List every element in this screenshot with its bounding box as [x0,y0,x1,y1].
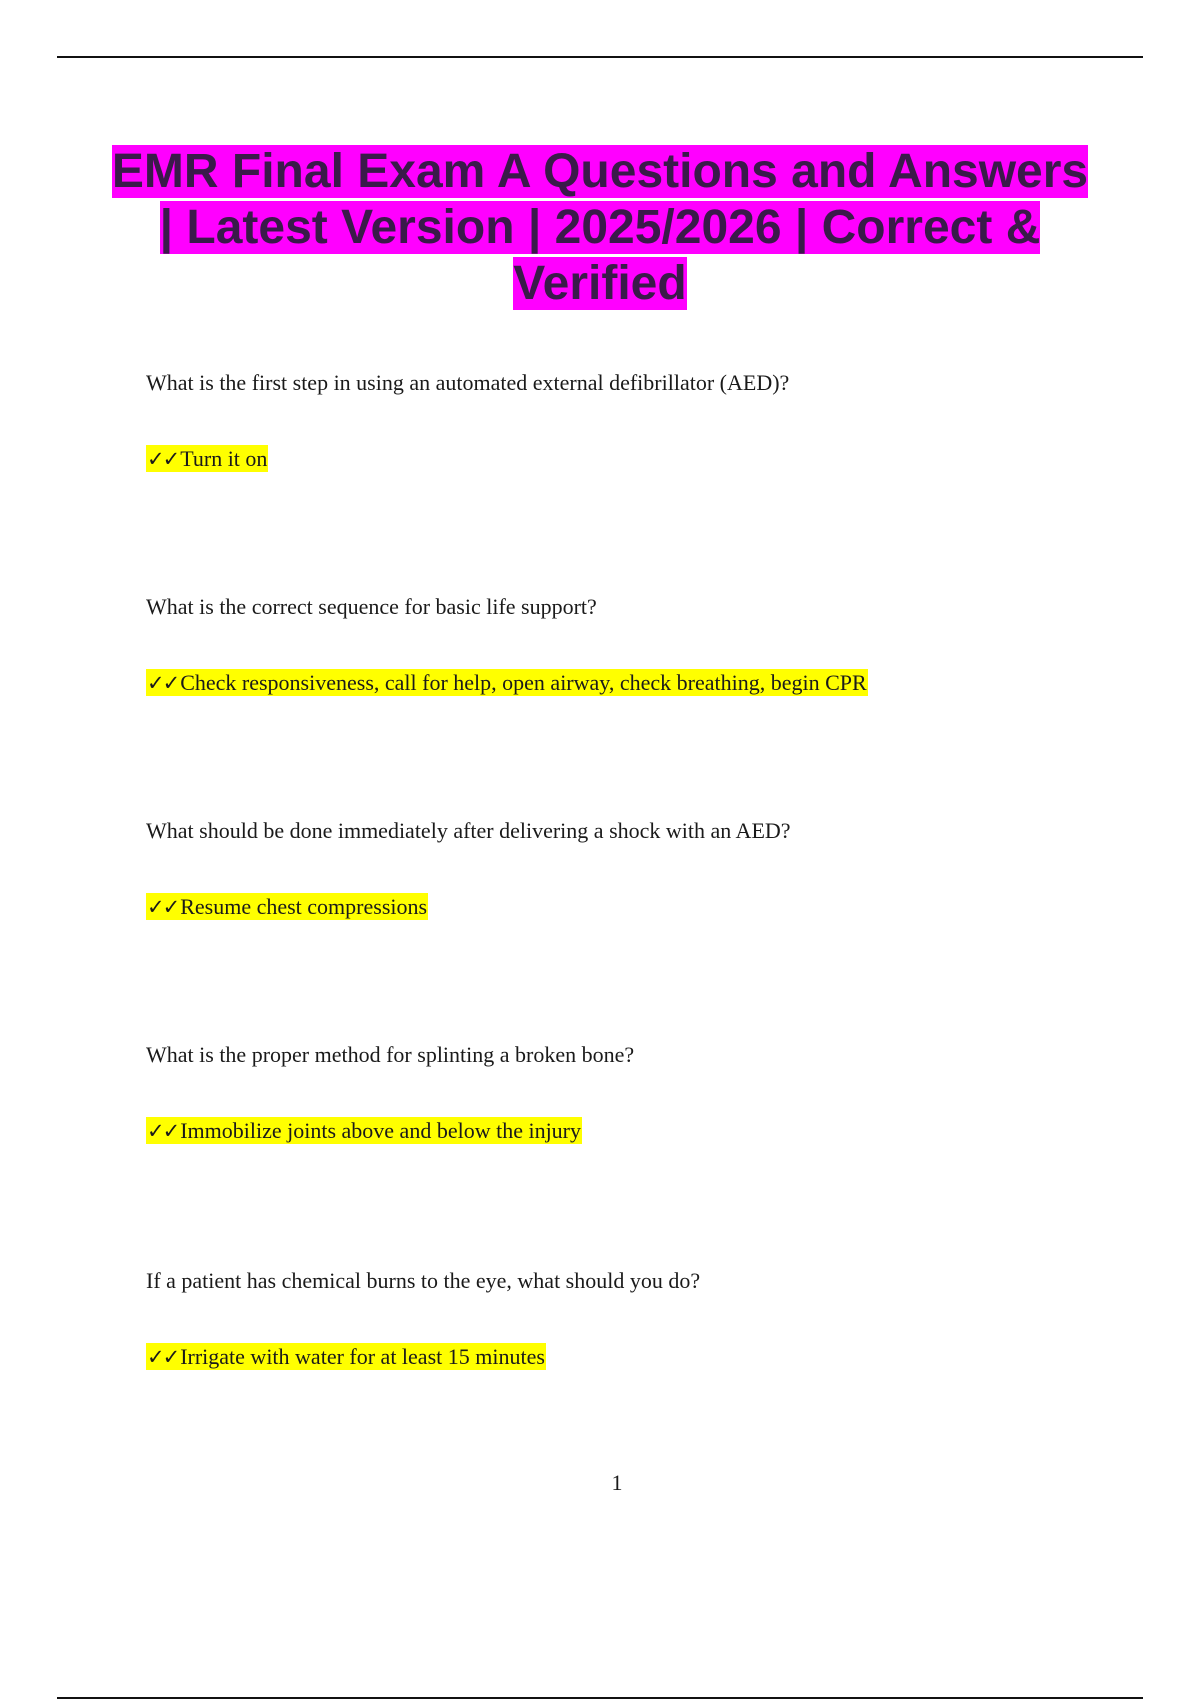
question-text: What is the proper method for splinting a broken bone? [146,1042,635,1067]
answer-highlight [146,669,868,696]
bottom-rule [57,1697,1143,1699]
qa-item-4 [146,1041,1146,1145]
question-text: What is the correct sequence for basic life support? [146,594,597,619]
double-check-icon: ✓✓ [147,671,179,695]
answer-highlight [146,445,268,472]
answer-highlight [146,1117,582,1144]
title-block [100,144,1100,312]
question-text: If a patient has chemical burns to the eye, what should you do? [146,1268,701,1293]
top-rule [57,56,1143,58]
answer-line [146,893,1146,921]
answer-text: Resume chest compressions [180,894,428,919]
page-title: EMR Final Exam A Questions and Answers | Latest Version | 2025/2026 | Correct & Verified [111,145,1089,310]
qa-item-1 [146,369,1146,473]
double-check-icon: ✓✓ [147,1119,179,1143]
answer-line [146,445,1146,473]
qa-item-3 [146,817,1146,921]
answer-text: Turn it on [180,446,268,471]
answer-text: Immobilize joints above and below the injury [180,1118,582,1143]
answer-highlight [146,893,428,920]
answer-text: Irrigate with water for at least 15 minutes [180,1344,545,1369]
qa-item-2 [146,593,1146,697]
answer-line [146,1117,1146,1145]
page-number: 1 [611,1470,623,1495]
double-check-icon: ✓✓ [147,1345,179,1369]
answer-line [146,1343,1146,1371]
qa-item-5 [146,1267,1146,1371]
double-check-icon: ✓✓ [147,895,179,919]
answer-highlight [146,1343,546,1370]
answer-text: Check responsiveness, call for help, open airway, check breathing, begin CPR [180,670,867,695]
answer-line [146,669,1146,697]
double-check-icon: ✓✓ [147,447,179,471]
question-text: What is the first step in using an automated external defibrillator (AED)? [146,370,790,395]
question-text: What should be done immediately after delivering a shock with an AED? [146,818,791,843]
